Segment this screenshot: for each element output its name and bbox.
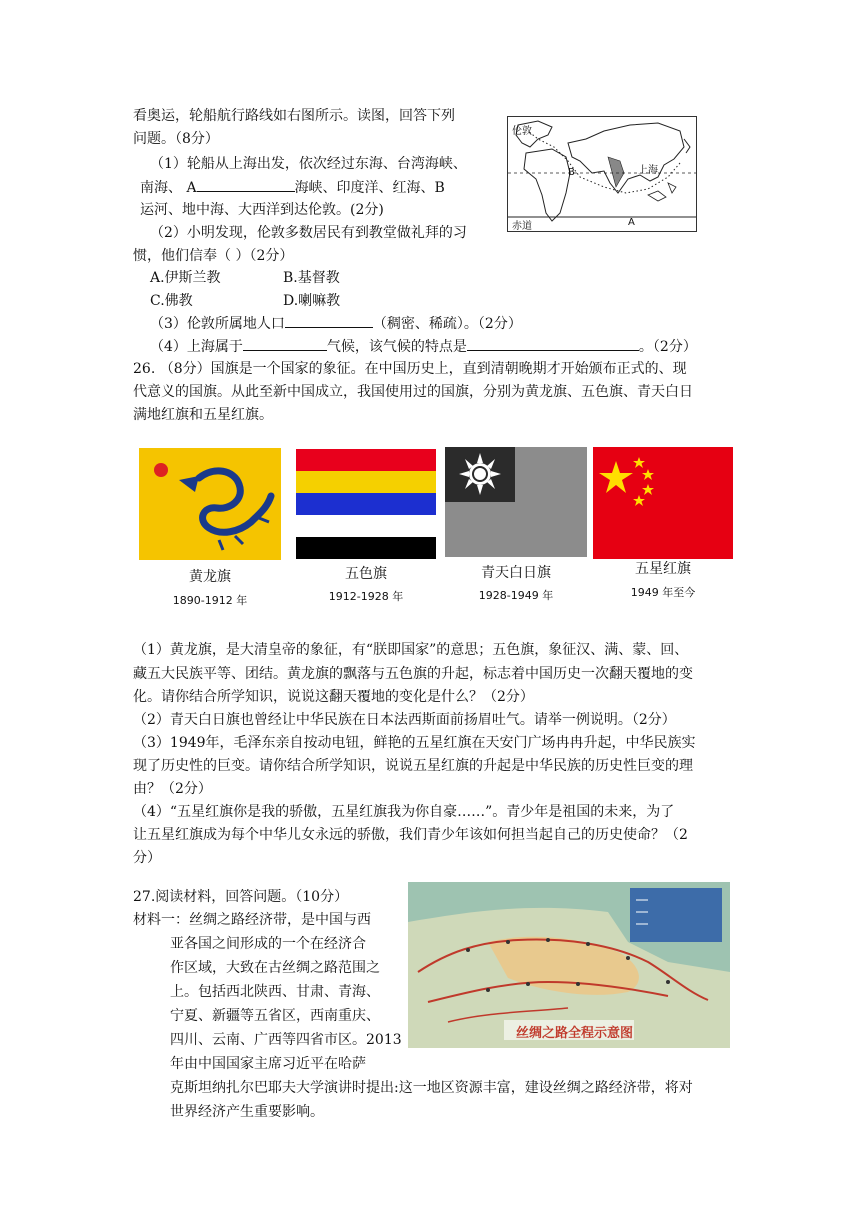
q26-sub2: （2）青天白日旗也曾经让中华民族在日本法西斯面前扬眉吐气。请举一例说明。（2分） [133,712,676,728]
answer-blank-strait[interactable] [197,177,295,192]
q26-intro-line3: 满地红旗和五星红旗。 [133,407,273,423]
q26-sub4-line2: 让五星红旗成为每个中华儿女永远的骄傲，我们青少年该如何担当起自己的历史使命？（2 [133,827,688,843]
q26-sub3-line1: （3）1949年，毛泽东亲自按动电钮，鲜艳的五星红旗在天安门广场冉冉升起，中华民族实 [133,735,696,751]
five-color-flag [296,449,436,559]
blue-sky-white-sun-flag [445,447,587,557]
silk-road-map-title: 丝绸之路全程示意图 [516,1026,634,1041]
route-map [507,116,697,232]
q25-sub4-suffix: 。（2分） [638,339,697,355]
q27-material-line7: 年由中国国家主席习近平在哈萨 [170,1056,366,1072]
q25-sub4 [150,336,697,357]
q27-material-line8: 克斯坦纳扎尔巴耶夫大学演讲时提出:这一地区资源丰富，建设丝绸之路经济带，将对 [170,1080,693,1096]
map-label-b: B [568,167,575,178]
route-map-svg [508,117,696,231]
q26-intro-line2: 代意义的国旗。从此至新中国成立，我国使用过的国旗，分别为黄龙旗、五色旗、青天白日 [133,384,693,400]
answer-blank-climate-feature[interactable] [467,336,639,351]
q27-material-line6: 四川、云南、广西等四省市区。2013 [170,1032,402,1048]
q26-sub4-line3: 分） [133,850,161,866]
flag-name-yellow-dragon: 黄龙旗 [189,569,231,585]
q27-title: 27.阅读材料，回答问题。（10分） [133,889,349,905]
yellow-dragon-flag [139,448,281,560]
white-sun-icon [445,447,515,502]
q27-material-line3: 作区域，大致在古丝绸之路范围之 [170,960,380,976]
dragon-icon [139,448,281,560]
flag-name-five-star-red: 五星红旗 [635,561,691,577]
q26-sub1-line3: 化。请你结合所学知识，说说这翻天覆地的变化是什么？（2分） [133,689,534,705]
q26-sub1-line2: 藏五大民族平等、团结。黄龙旗的飘落与五色旗的升起，标志着中国历史一次翻天覆地的变 [133,666,693,682]
q27-material-line5: 宁夏、新疆等五省区，西南重庆、 [170,1008,380,1024]
q25-intro-line2: 问题。（8分） [133,131,219,147]
map-label-a: A [628,217,635,228]
q27-material-line2: 亚各国之间形成的一个在经济合 [170,936,366,952]
q26-sub4-line1: （4）“五星红旗你是我的骄傲，五星红旗我为你自豪……”。青少年是祖国的未来，为了 [133,804,675,820]
q25-sub2-line1: （2）小明发现，伦敦多数居民有到教堂做礼拜的习 [150,225,467,241]
q25-sub3-suffix: （稠密、稀疏）。（2分） [372,316,522,332]
flag-name-blue-sky-white-sun: 青天白日旗 [481,565,551,581]
q25-sub1-line1: （1）轮船从上海出发，依次经过东海、台湾海峡、 [150,156,467,172]
q26-sub3-line2: 现了历史性的巨变。请你结合所学知识，说说五星红旗的升起是中华民族的历史性巨变的理 [133,758,693,774]
q26-sub3-line3: 由？（2分） [133,781,212,797]
q26-intro-line1: 26. （8分）国旗是一个国家的象征。在中国历史上，直到清朝晚期才开始颁布正式的、现 [133,361,687,377]
q25-sub1-suffix: 海峡、印度洋、红海、B [294,180,445,196]
flag-years-yellow-dragon: 1890-1912 年 [172,594,248,607]
q25-sub3 [150,313,522,334]
q25-sub1-line2 [140,177,445,198]
q25-sub3-prefix: （3）伦敦所属地人口 [150,316,285,332]
q26-sub1-line1: （1）黄龙旗，是大清皇帝的象征，有“朕即国家”的意思；五色旗，象征汉、满、蒙、回、 [133,642,689,658]
flag-name-five-color: 五色旗 [345,566,387,582]
stars-icon [593,447,733,559]
q25-sub1-line3: 运河、地中海、大西洋到达伦敦。(2分) [140,202,384,218]
q25-sub4-prefix: （4）上海属于 [150,339,243,355]
answer-blank-climate[interactable] [243,336,327,351]
map-label-london: 伦敦 [512,126,532,137]
q25-sub1-prefix: 南海、 A [140,180,197,196]
q25-sub4-middle: 气候，该气候的特点是 [326,339,467,355]
q25-sub2-line2: 惯，他们信奉（ ）（2分） [133,248,294,264]
map-label-equator: 赤道 [512,221,532,232]
option-c[interactable]: C.佛教 [150,293,193,309]
answer-blank-population[interactable] [285,313,373,328]
q27-material-line4: 上。包括西北陕西、甘肃、青海、 [170,984,380,1000]
q27-material-line9: 世界经济产生重要影响。 [170,1104,324,1120]
flag-years-five-color: 1912-1928 年 [328,590,404,603]
flag-years-blue-sky-white-sun: 1928-1949 年 [478,589,554,602]
option-b[interactable]: B.基督教 [283,270,340,286]
option-a[interactable]: A.伊斯兰教 [150,270,221,286]
q25-intro-line1: 看奥运，轮船航行路线如右图所示。读图，回答下列 [133,108,455,124]
q27-material-line1: 材料一：丝绸之路经济带，是中国与西 [133,912,371,928]
flag-years-five-star-red: 1949 年至今 [630,586,696,599]
map-label-shanghai: 上海 [638,165,658,176]
silk-road-map [408,882,730,1048]
option-d[interactable]: D.喇嘛教 [283,293,341,309]
five-star-red-flag [593,447,733,559]
